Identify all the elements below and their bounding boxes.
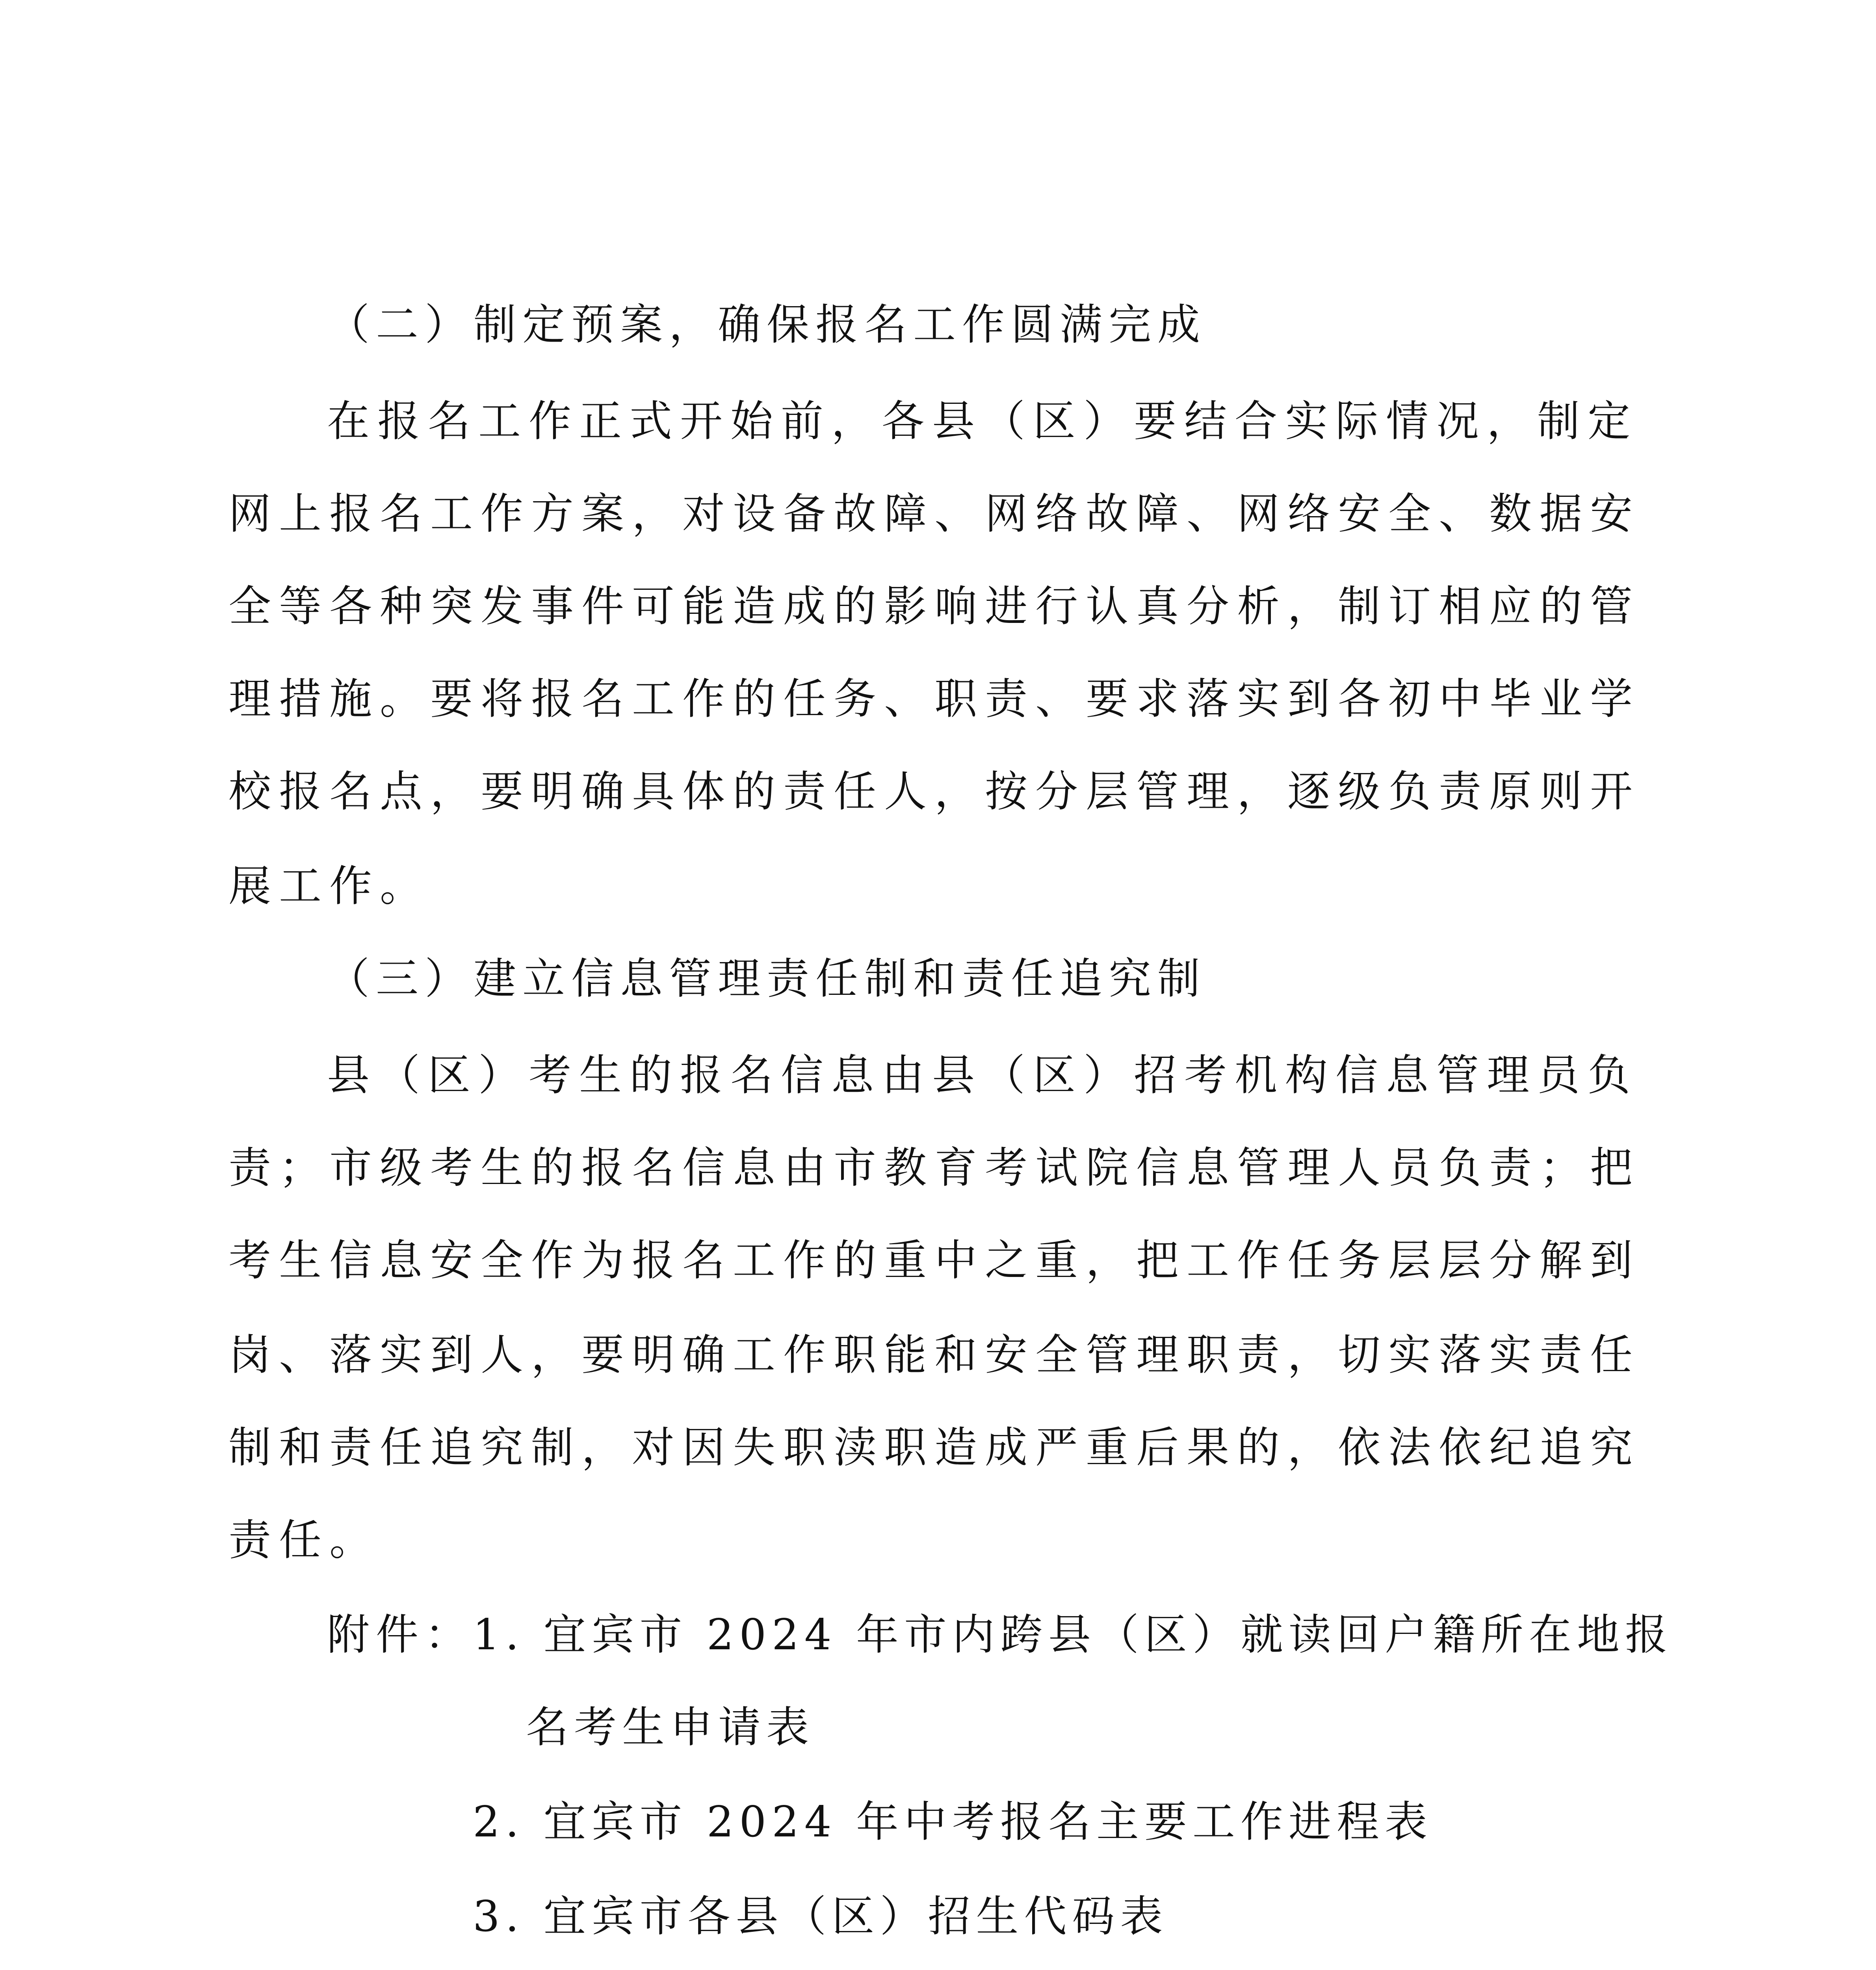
section3-line-5: 制和责任追究制，对因失职渎职造成严重后果的，依法依纪追究 [228, 1423, 1641, 1472]
section3-line-4: 岗、落实到人，要明确工作职能和安全管理职责，切实落实责任 [228, 1331, 1641, 1380]
section2-line-6: 展工作。 [228, 862, 431, 911]
attachment-item-1-cont: 名考生申请表 [526, 1703, 815, 1752]
section2-heading: （二）制定预案，确保报名工作圆满完成 [327, 300, 1207, 349]
section3-line-1: 县（区）考生的报名信息由县（区）招考机构信息管理员负 [327, 1051, 1638, 1100]
attachment-item-3: 3. 宜宾市各县（区）招生代码表 [473, 1892, 1168, 1941]
section3-line-6: 责任。 [228, 1516, 380, 1565]
attachment-item-2: 2. 宜宾市 2024 年中考报名主要工作进程表 [473, 1797, 1433, 1847]
section2-line-4: 理措施。要将报名工作的任务、职责、要求落实到各初中毕业学 [228, 675, 1641, 724]
section2-line-1: 在报名工作正式开始前，各县（区）要结合实际情况，制定 [327, 397, 1638, 446]
attachments-label: 附件： [327, 1610, 474, 1660]
section2-line-3: 全等各种突发事件可能造成的影响进行认真分析，制订相应的管 [228, 582, 1641, 631]
section3-line-3: 考生信息安全作为报名工作的重中之重，把工作任务层层分解到 [228, 1236, 1641, 1285]
section2-line-5: 校报名点，要明确具体的责任人，按分层管理，逐级负责原则开 [228, 767, 1641, 816]
section3-heading: （三）建立信息管理责任制和责任追究制 [327, 954, 1207, 1004]
section2-line-2: 网上报名工作方案，对设备故障、网络故障、网络安全、数据安 [228, 489, 1641, 539]
attachment-item-1: 1. 宜宾市 2024 年市内跨县（区）就读回户籍所在地报 [473, 1610, 1673, 1660]
section3-line-2: 责；市级考生的报名信息由市教育考试院信息管理人员负责；把 [228, 1143, 1641, 1193]
